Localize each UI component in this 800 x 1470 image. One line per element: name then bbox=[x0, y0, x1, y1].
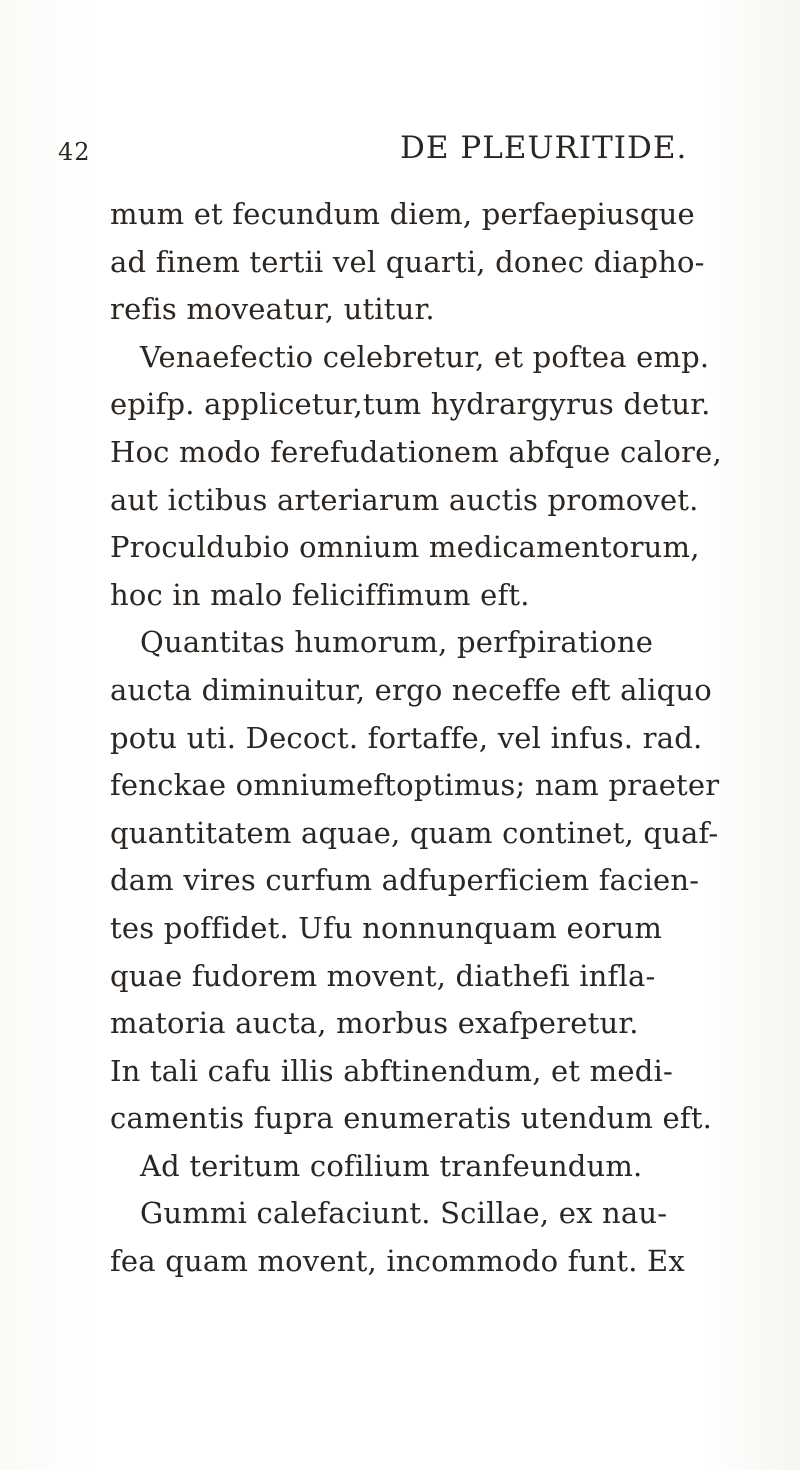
text-line: quae fudorem movent, diathefi infla- bbox=[110, 958, 656, 993]
text-line: Quantitas humorum, perfpiratione bbox=[140, 625, 654, 660]
text-line: camentis fupra enumeratis utendum eft. bbox=[110, 1101, 713, 1136]
body-text bbox=[110, 191, 800, 1286]
text-line: In tali cafu illis abftinendum, et medi- bbox=[110, 1053, 673, 1088]
text-line: hoc in malo feliciffimum eft. bbox=[110, 577, 530, 612]
text-line: tes poffidet. Ufu nonnunquam eorum bbox=[110, 910, 663, 945]
text-line: ad finem tertii vel quarti, donec diapho- bbox=[110, 244, 705, 279]
text-line: Proculdubio omnium medicamentorum, bbox=[110, 530, 700, 565]
running-title: DE PLEURITIDE. bbox=[400, 130, 688, 166]
text-line: quantitatem aquae, quam continet, quaf- bbox=[110, 815, 719, 850]
text-line: matoria aucta, morbus exafperetur. bbox=[110, 1006, 639, 1041]
text-line: Gummi calefaciunt. Scillae, ex nau- bbox=[140, 1196, 668, 1231]
text-line: mum et fecundum diem, perfaepiusque bbox=[110, 197, 695, 231]
text-line: Venaefectio celebretur, et poftea emp. bbox=[140, 339, 710, 374]
text-line: dam vires curfum adfuperficiem facien- bbox=[110, 863, 700, 898]
running-head bbox=[0, 130, 800, 170]
text-line: aucta diminuitur, ergo neceffe eft aliquo bbox=[110, 672, 712, 707]
page-number: 42 bbox=[58, 138, 91, 166]
text-line: refis moveatur, utitur. bbox=[110, 292, 435, 327]
text-line: epifp. applicetur,tum hydrargyrus detur. bbox=[110, 387, 711, 422]
text-line: aut ictibus arteriarum auctis promovet. bbox=[110, 482, 699, 517]
text-line: fenckae omniumeftoptimus; nam praeter bbox=[110, 768, 720, 803]
text-line: fea quam movent, incommodo funt. Ex bbox=[110, 1244, 685, 1279]
text-line: Hoc modo ferefudationem abfque calore, bbox=[110, 434, 722, 469]
text-line: Ad teritum cofilium tranfeundum. bbox=[140, 1148, 643, 1183]
text-line: potu uti. Decoct. fortaffe, vel infus. rad. bbox=[110, 720, 703, 755]
